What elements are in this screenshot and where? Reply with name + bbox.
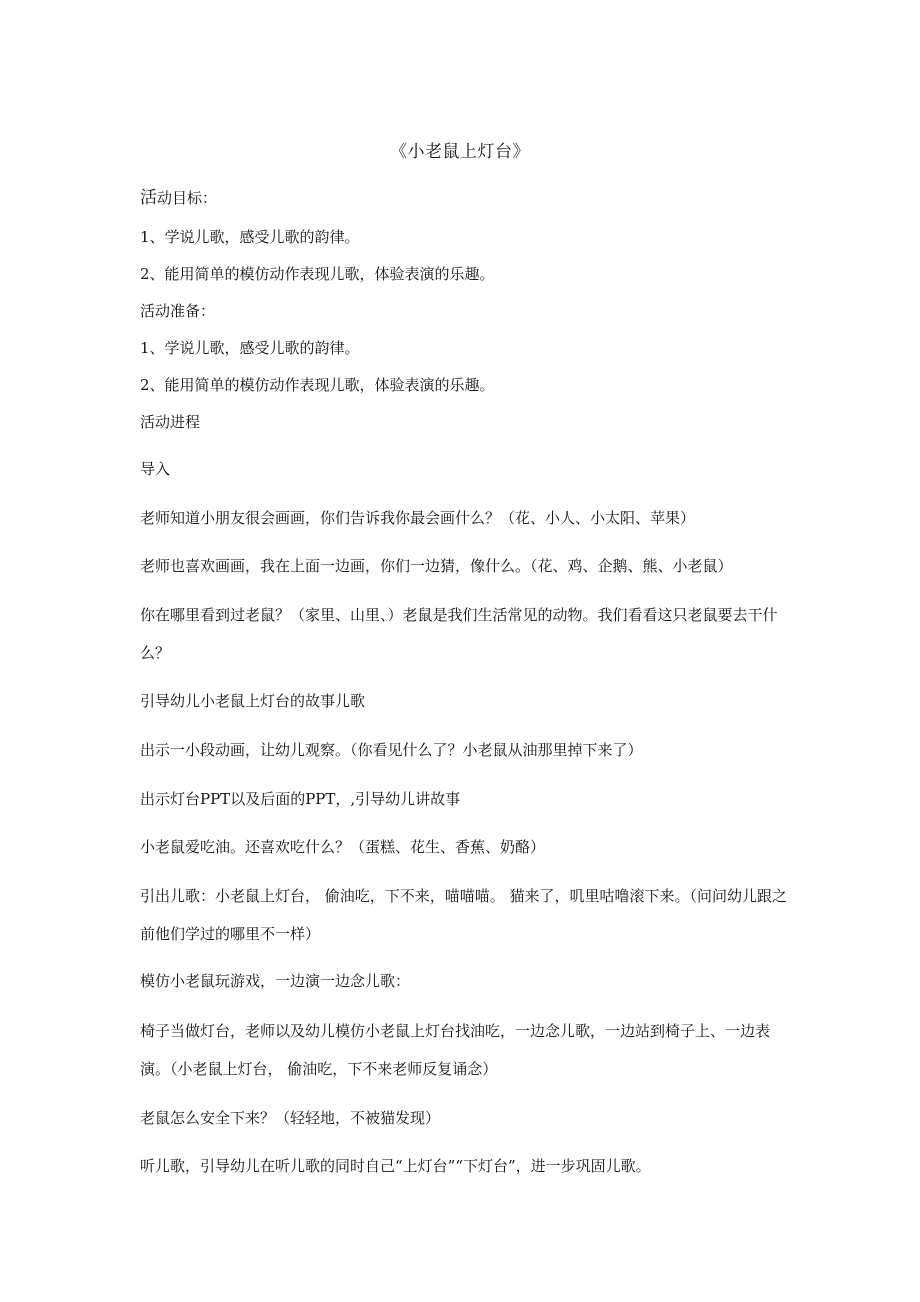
objective-item-2: 2、能用简单的模仿动作表现儿歌，体验表演的乐趣。 [140, 265, 495, 283]
process-heading: 活动进程 [140, 413, 201, 431]
preparation-heading: 活动准备： [140, 302, 216, 320]
process-paragraph: 老师知道小朋友很会画画，你们告诉我你最会画什么？（花、小人、小太阳、苹果） [140, 509, 696, 527]
process-paragraph: 引导幼儿小老鼠上灯台的故事儿歌 [140, 692, 366, 710]
objectives-heading [140, 187, 800, 209]
process-paragraph: 引出儿歌：小老鼠上灯台， 偷油吃，下不来，喵喵喵。 猫来了，叽里咕噜滚下来。（问问幼儿跟之前他们学过的哪里不一样） [140, 887, 788, 943]
document-title: 《小老鼠上灯台》 [390, 142, 530, 162]
process-paragraph: 出示一小段动画，让幼儿观察。（你看见什么了？小老鼠从油那里掉下来了） [140, 741, 643, 759]
preparation-item-1: 1、学说儿歌，感受儿歌的韵律。 [140, 339, 360, 357]
objectives-heading-first-char: 活 [140, 188, 157, 208]
process-paragraph: 听儿歌，引导幼儿在听儿歌的同时自己“上灯台”“下灯台”，进一步巩固儿歌。 [140, 1157, 651, 1175]
process-paragraph: 老师也喜欢画画，我在上面一边画，你们一边猜，像什么。（花、鸡、企鹅、熊、小老鼠） [140, 557, 733, 575]
process-paragraph: 模仿小老鼠玩游戏，一边演一边念儿歌： [140, 972, 411, 990]
process-paragraph: 老鼠怎么安全下来？（轻轻地，不被猫发现） [140, 1109, 441, 1127]
objectives-heading-rest: 动目标： [157, 189, 218, 207]
process-paragraph: 椅子当做灯台，老师以及幼儿模仿小老鼠上灯台找油吃，一边念儿歌，一边站到椅子上、一边表演。（小老鼠上灯台， 偷油吃，下不来老师反复诵念） [140, 1022, 771, 1078]
objective-item-1: 1、学说儿歌，感受儿歌的韵律。 [140, 228, 360, 246]
process-paragraph: 出示灯台PPT以及后面的PPT，,引导幼儿讲故事 [140, 790, 461, 808]
preparation-item-2: 2、能用简单的模仿动作表现儿歌，体验表演的乐趣。 [140, 376, 495, 394]
process-paragraph: 你在哪里看到过老鼠？（家里、山里、）老鼠是我们生活常见的动物。我们看看这只老鼠要去干什么？ [140, 606, 778, 662]
process-paragraph: 小老鼠爱吃油。还喜欢吃什么？（蛋糕、花生、香蕉、奶酪） [140, 838, 546, 856]
process-intro: 导入 [140, 460, 171, 478]
